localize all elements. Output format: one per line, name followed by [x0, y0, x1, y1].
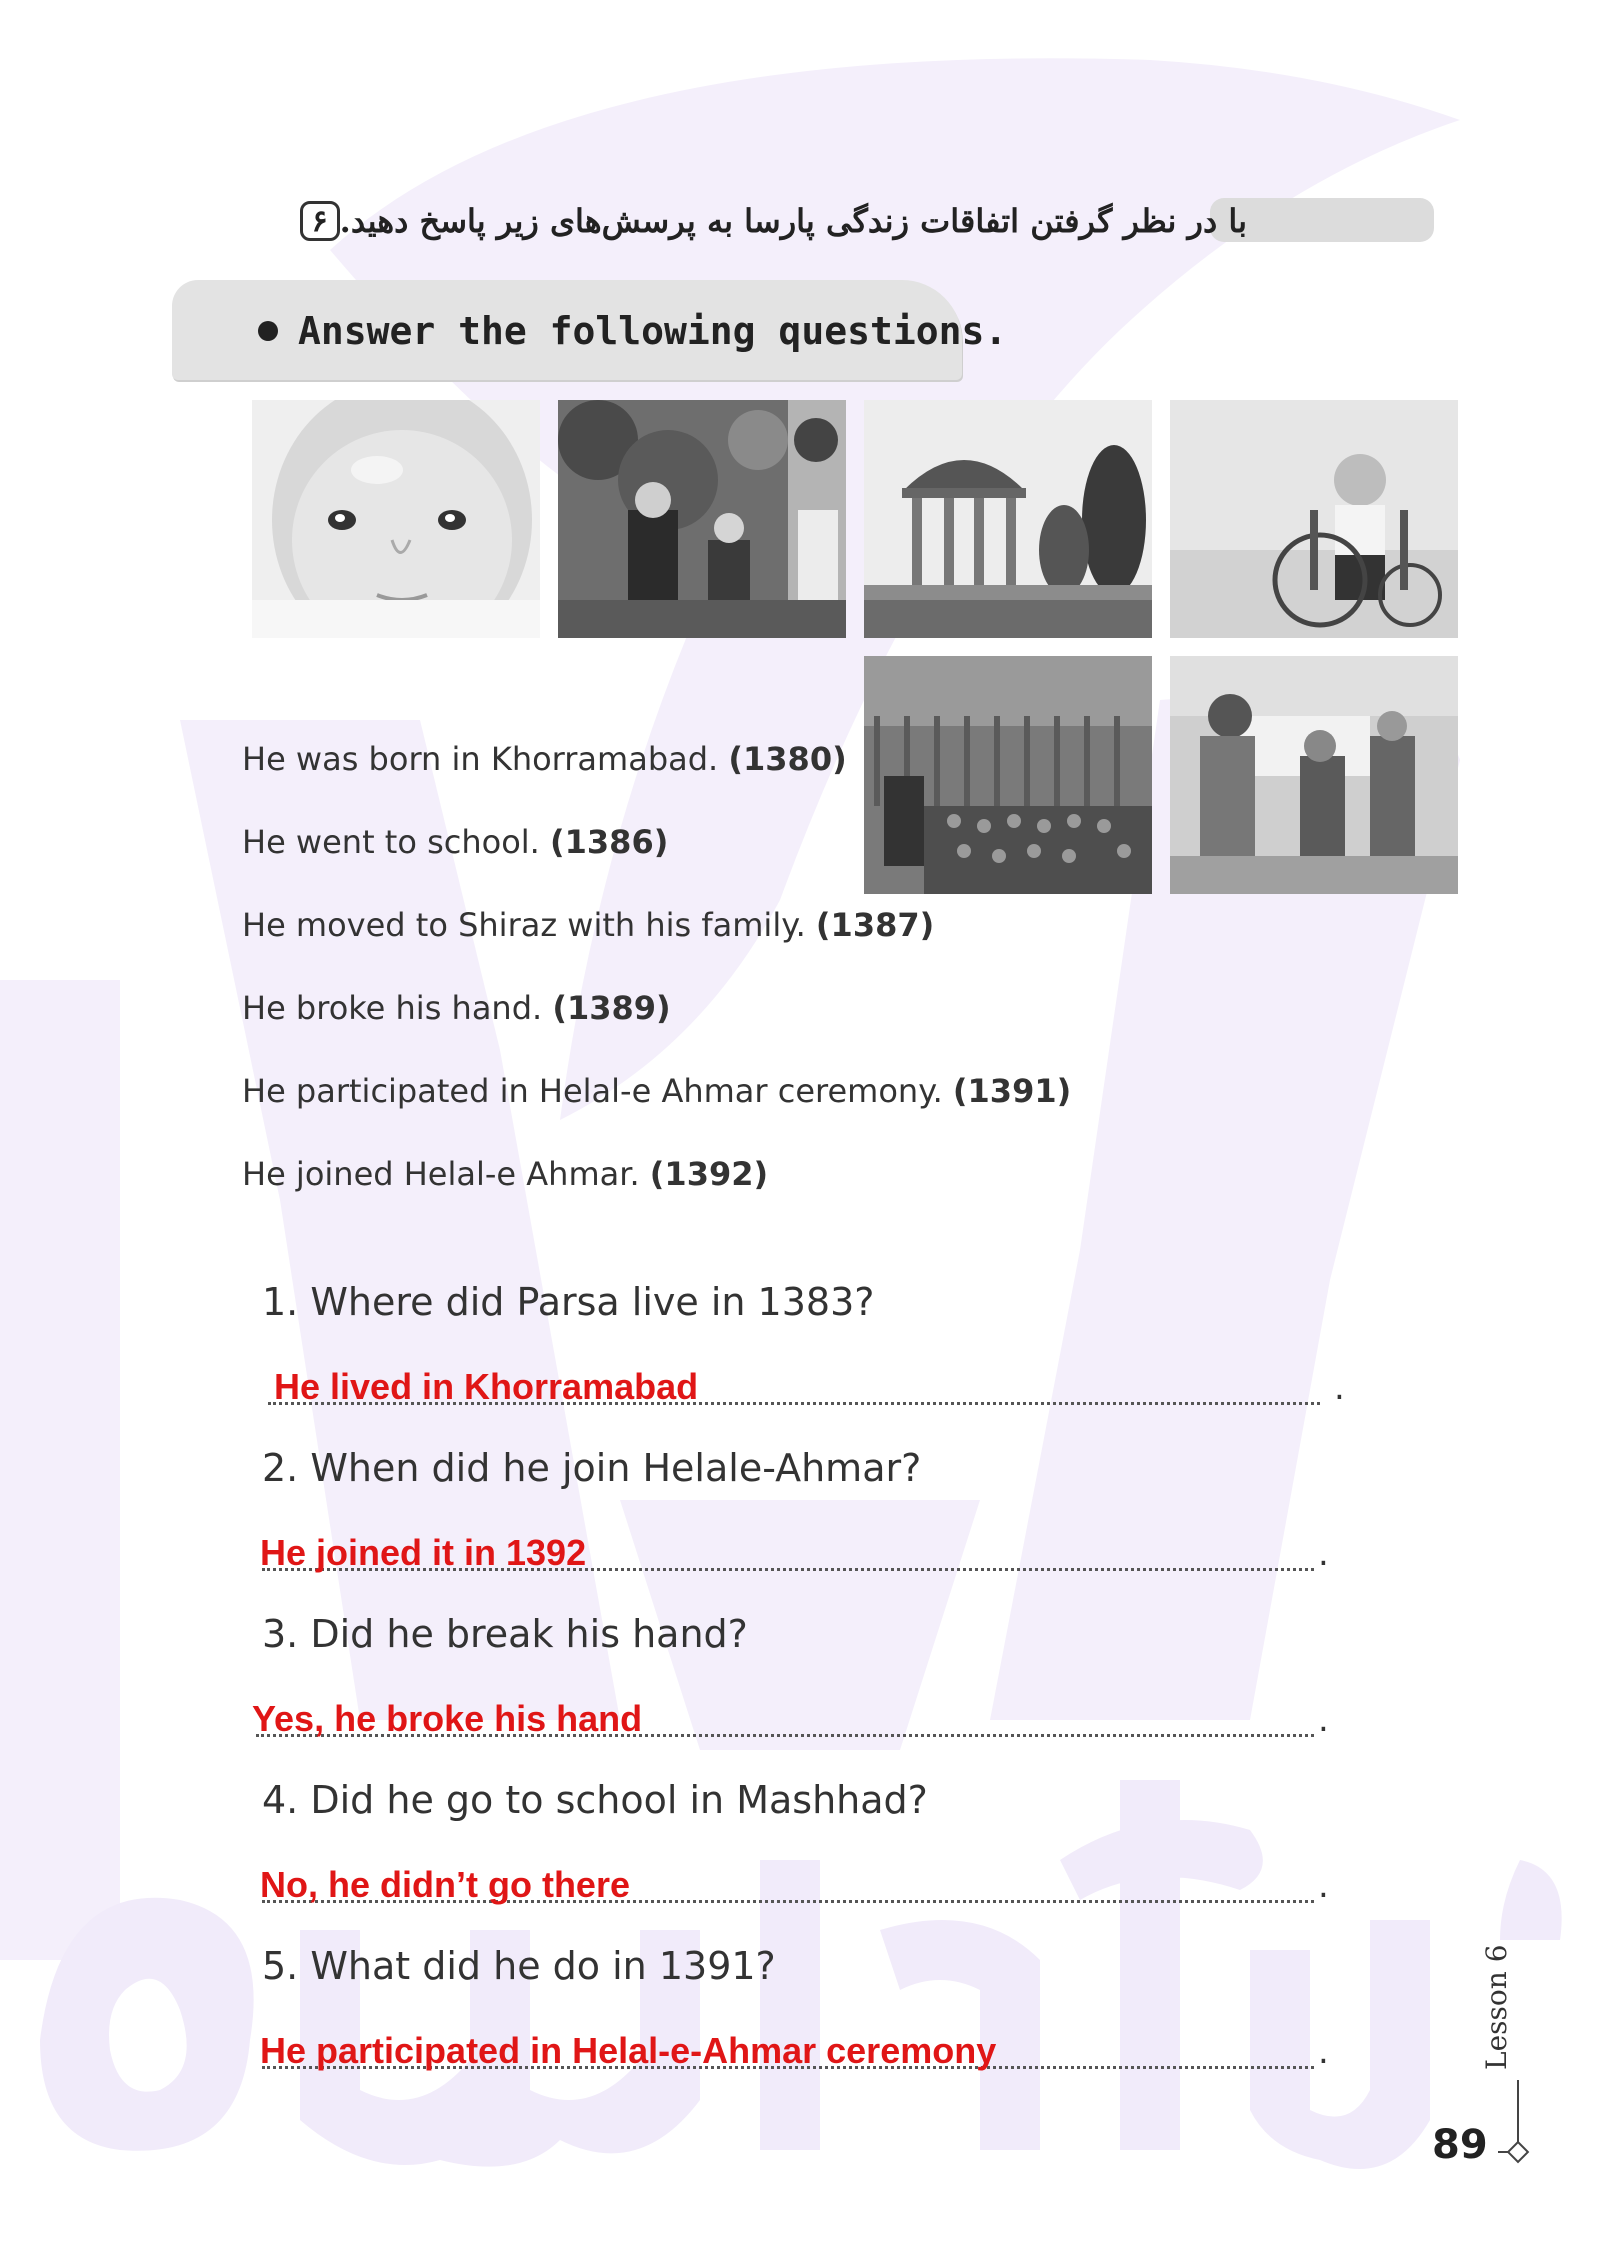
exercise-number: ۶: [300, 201, 340, 241]
photo-school-children: [558, 400, 846, 638]
heading: [258, 300, 1007, 362]
persian-instruction-text: با در نظر گرفتن اتفاقات زندگی پارسا به پرسش‌های زیر پاسخ دهید.: [339, 202, 1247, 240]
diamond-marker-icon: [1498, 2080, 1538, 2180]
fact-joined: [242, 1155, 768, 1193]
answer-end-3: .: [1318, 1700, 1329, 1740]
hafez-tomb-photo-icon: [864, 400, 1152, 638]
photo-rescue-workers: [1170, 656, 1458, 894]
bullet-icon: [258, 321, 278, 341]
fact-year: (1392): [649, 1155, 769, 1193]
fact-year: (1380): [728, 740, 847, 778]
question-1: 1. Where did Parsa live in 1383?: [262, 1280, 875, 1324]
fact-text: He moved to Shiraz with his family.: [242, 906, 806, 944]
photo-wheelchair-boy: [1170, 400, 1458, 638]
fact-born: [242, 740, 847, 778]
fact-ceremony: [242, 1072, 1071, 1110]
page-number: 89: [1432, 2122, 1488, 2168]
persian-instruction: [292, 198, 1247, 244]
fact-broke-hand: [242, 989, 671, 1027]
answer-end-2: .: [1318, 1534, 1329, 1574]
answer-end-4: .: [1318, 1866, 1329, 1906]
answer-1: He lived in Khorramabad: [274, 1366, 699, 1407]
fact-moved: [242, 906, 934, 944]
fact-text: He participated in Helal-e Ahmar ceremony.: [242, 1072, 943, 1110]
question-2: 2. When did he join Helale-Ahmar?: [262, 1446, 922, 1490]
heading-text: Answer the following questions.: [298, 309, 1008, 353]
answer-end-1: .: [1334, 1368, 1345, 1408]
rescue-workers-photo-icon: [1170, 656, 1458, 894]
fact-year: (1389): [552, 989, 671, 1027]
photo-ceremony-hall: [864, 656, 1152, 894]
fact-text: He went to school.: [242, 823, 540, 861]
question-4: 4. Did he go to school in Mashhad?: [262, 1778, 928, 1822]
answer-5: He participated in Helal-e-Ahmar ceremony: [260, 2030, 997, 2071]
lesson-label-text: Lesson 6: [1480, 1944, 1513, 2070]
fact-text: He was born in Khorramabad.: [242, 740, 719, 778]
fact-year: (1386): [550, 823, 669, 861]
question-5: 5. What did he do in 1391?: [262, 1944, 776, 1988]
photo-baby: [252, 400, 540, 638]
wheelchair-boy-photo-icon: [1170, 400, 1458, 638]
answer-2: He joined it in 1392: [260, 1532, 587, 1573]
school-children-photo-icon: [558, 400, 846, 638]
answer-4: No, he didn’t go there: [260, 1864, 630, 1905]
answer-end-5: .: [1318, 2032, 1329, 2072]
fact-year: (1387): [815, 906, 935, 944]
fact-school: [242, 823, 668, 861]
photo-hafez-tomb: [864, 400, 1152, 638]
fact-text: He broke his hand.: [242, 989, 543, 1027]
baby-face-photo-icon: [252, 400, 540, 638]
ceremony-hall-photo-icon: [864, 656, 1152, 894]
answer-3: Yes, he broke his hand: [252, 1698, 643, 1739]
question-3: 3. Did he break his hand?: [262, 1612, 748, 1656]
fact-year: (1391): [952, 1072, 1072, 1110]
fact-text: He joined Helal-e Ahmar.: [242, 1155, 640, 1193]
